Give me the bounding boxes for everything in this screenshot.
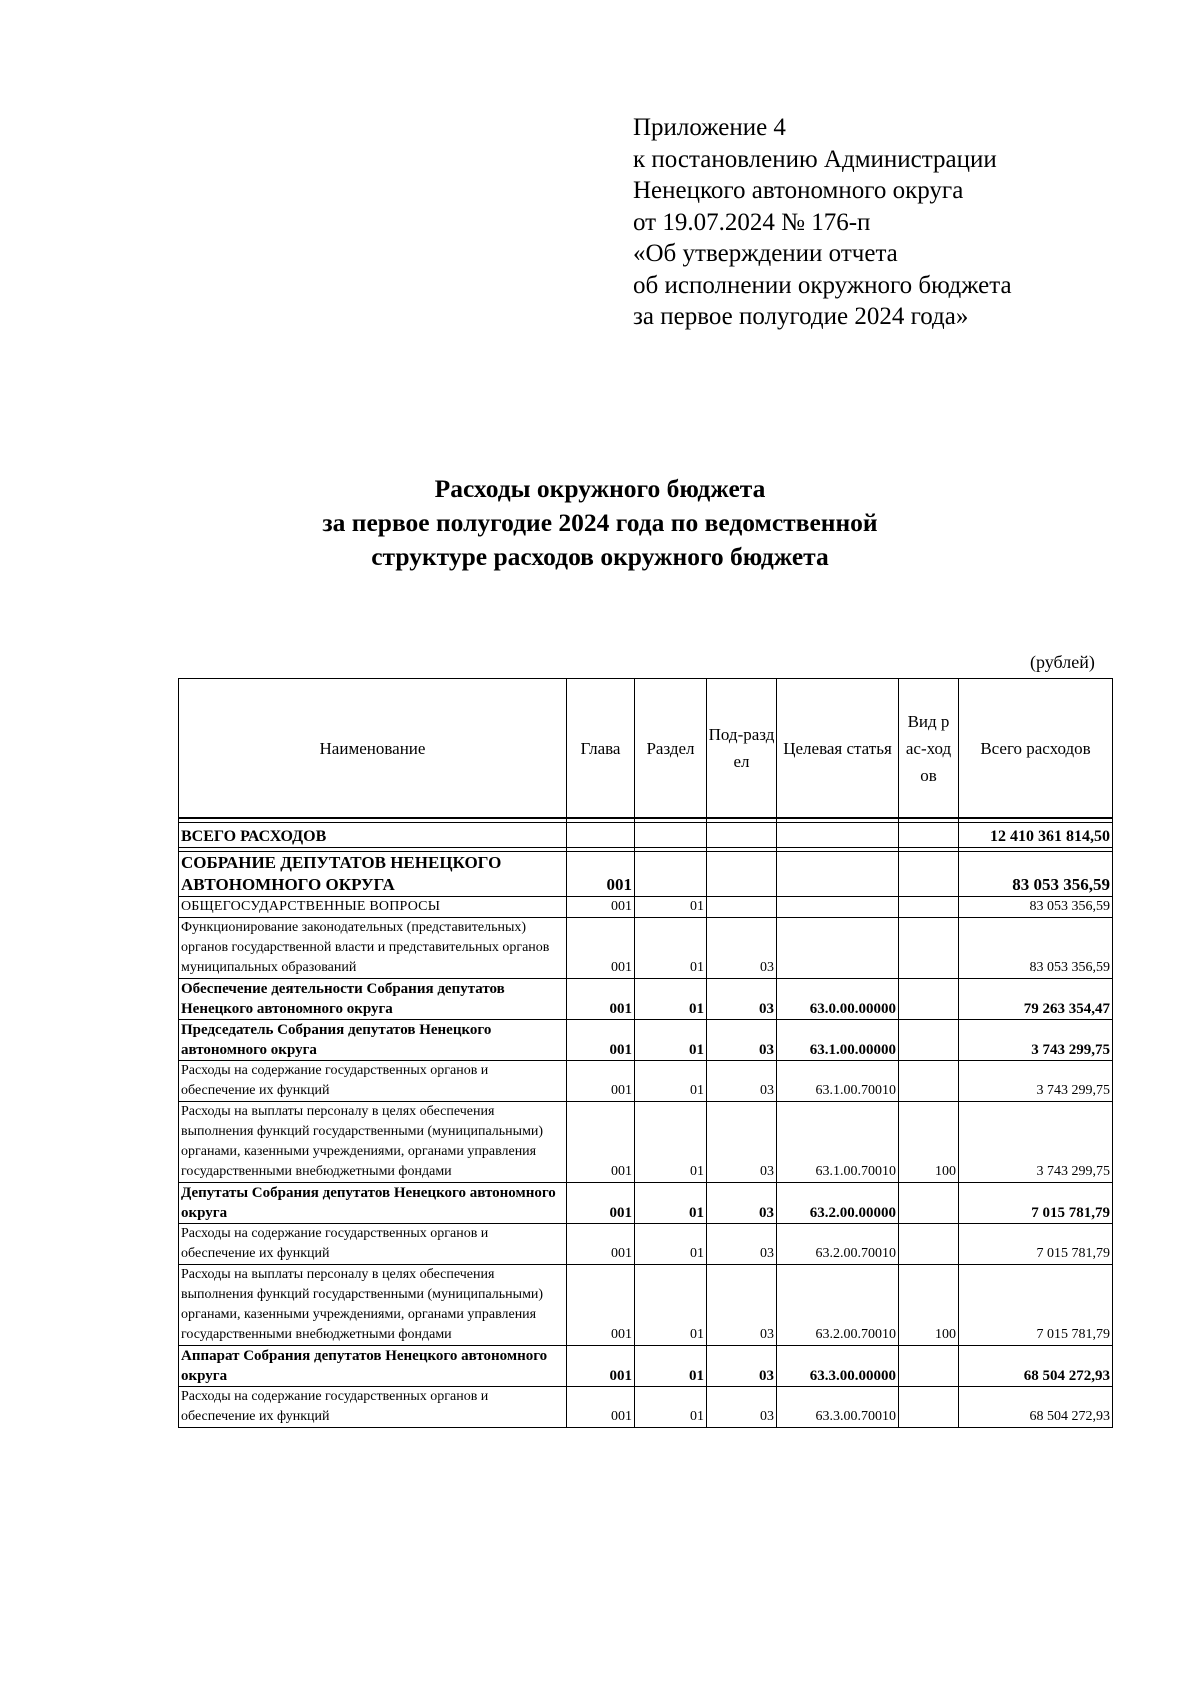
table-header-row [179,679,1113,819]
document-title [0,472,1200,574]
row-chapter: 001 [567,1020,635,1061]
row-section: 01 [635,1061,707,1102]
row-target: 63.1.00.70010 [777,1102,899,1183]
row-section: 01 [635,1102,707,1183]
row-total: 7 015 781,79 [959,1224,1113,1265]
header-exp-type: Вид рас-ходов [899,679,959,819]
row-subsection: 03 [707,918,777,979]
row-total: 83 053 356,59 [959,918,1113,979]
row-section: 01 [635,1224,707,1265]
row-subsection: 03 [707,1102,777,1183]
row-name: Расходы на содержание государственных органов и обеспечение их функций [179,1387,567,1428]
header-total: Всего расходов [959,679,1113,819]
appendix-header [633,112,1012,333]
appendix-line: об исполнении окружного бюджета [633,271,1012,299]
row-subsection: 03 [707,1265,777,1346]
row-exp-type [899,1183,959,1224]
table-row [179,1387,1113,1428]
row-chapter: 001 [567,1183,635,1224]
row-chapter: 001 [567,1265,635,1346]
title-line: Расходы окружного бюджета [434,474,766,503]
appendix-line: за первое полугодие 2024 года» [633,303,969,330]
row-chapter: 001 [567,918,635,979]
table-row [179,1265,1113,1346]
appendix-line: к постановлению Администрации [633,145,997,173]
row-name: СОБРАНИЕ ДЕПУТАТОВ НЕНЕЦКОГО АВТОНОМНОГО ОКРУГА [179,852,567,897]
row-section: 01 [635,1265,707,1346]
appendix-line: «Об утверждении отчета [633,240,898,267]
total-value: 12 410 361 814,50 [959,823,1113,848]
table-row [179,1020,1113,1061]
row-chapter: 001 [567,852,635,897]
row-name: Расходы на выплаты персоналу в целях обеспечения выполнения функций государственными (муниципальными) органами, казенными учреждениями, органами управления государственными внебюджетными фондами [179,1265,567,1346]
row-total: 7 015 781,79 [959,1265,1113,1346]
row-subsection: 03 [707,1061,777,1102]
row-total: 68 504 272,93 [959,1346,1113,1387]
row-subsection [707,852,777,897]
row-section: 01 [635,1346,707,1387]
row-exp-type [899,918,959,979]
row-exp-type [899,1224,959,1265]
table-row [179,897,1113,918]
header-chapter: Глава [567,679,635,819]
header-section: Раздел [635,679,707,819]
unit-label: (рублей) [1030,652,1095,672]
row-total: 83 053 356,59 [959,897,1113,918]
row-subsection: 03 [707,1387,777,1428]
table-row [179,1224,1113,1265]
row-target: 63.1.00.70010 [777,1061,899,1102]
row-name: Аппарат Собрания депутатов Ненецкого автономного округа [179,1346,567,1387]
row-exp-type: 100 [899,1102,959,1183]
row-exp-type [899,1061,959,1102]
expenditure-table [178,678,1113,1428]
row-subsection: 03 [707,1020,777,1061]
row-target [777,897,899,918]
row-name: ОБЩЕГОСУДАРСТВЕННЫЕ ВОПРОСЫ [179,897,567,918]
row-target: 63.3.00.70010 [777,1387,899,1428]
row-subsection: 03 [707,979,777,1020]
row-chapter: 001 [567,1102,635,1183]
row-exp-type [899,1387,959,1428]
row-exp-type [899,852,959,897]
row-target: 63.3.00.00000 [777,1346,899,1387]
row-section: 01 [635,1183,707,1224]
row-target: 63.1.00.00000 [777,1020,899,1061]
row-total: 3 743 299,75 [959,1102,1113,1183]
row-chapter: 001 [567,897,635,918]
row-target: 63.2.00.70010 [777,1265,899,1346]
row-section [635,852,707,897]
row-name: Расходы на выплаты персоналу в целях обеспечения выполнения функций государственными (муниципальными) органами, казенными учреждениями, органами управления государственными внебюджетными фондами [179,1102,567,1183]
row-chapter: 001 [567,1346,635,1387]
row-target [777,918,899,979]
row-exp-type: 100 [899,1265,959,1346]
row-chapter: 001 [567,1387,635,1428]
row-total: 3 743 299,75 [959,1061,1113,1102]
table-row [179,1346,1113,1387]
row-section: 01 [635,897,707,918]
row-subsection: 03 [707,1346,777,1387]
row-target [777,852,899,897]
row-total: 68 504 272,93 [959,1387,1113,1428]
title-line: за первое полугодие 2024 года по ведомственной [322,508,878,537]
header-subsection: Под-раздел [707,679,777,819]
row-name: Расходы на содержание государственных органов и обеспечение их функций [179,1224,567,1265]
row-section: 01 [635,1387,707,1428]
header-target: Целевая статья [777,679,899,819]
total-row [179,823,1113,848]
appendix-line: Ненецкого автономного округа [633,177,964,204]
row-total: 79 263 354,47 [959,979,1113,1020]
table-row [179,852,1113,897]
row-total: 83 053 356,59 [959,852,1113,897]
table-row [179,1061,1113,1102]
row-section: 01 [635,979,707,1020]
header-name: Наименование [179,679,567,819]
row-exp-type [899,979,959,1020]
row-name: Председатель Собрания депутатов Ненецкого автономного округа [179,1020,567,1061]
row-name: Обеспечение деятельности Собрания депутатов Ненецкого автономного округа [179,979,567,1020]
row-chapter: 001 [567,1224,635,1265]
row-chapter: 001 [567,1061,635,1102]
row-exp-type [899,1346,959,1387]
row-name: Расходы на содержание государственных органов и обеспечение их функций [179,1061,567,1102]
table-row [179,979,1113,1020]
row-target: 63.2.00.70010 [777,1224,899,1265]
title-line: структуре расходов окружного бюджета [371,542,829,571]
appendix-line: Приложение 4 [633,114,786,141]
row-name: Функционирование законодательных (представительных) органов государственной власти и представительных органов муниципальных образований [179,918,567,979]
row-subsection: 03 [707,1183,777,1224]
row-subsection [707,897,777,918]
row-total: 3 743 299,75 [959,1020,1113,1061]
table-row [179,1102,1113,1183]
row-exp-type [899,1020,959,1061]
row-name: Депутаты Собрания депутатов Ненецкого автономного округа [179,1183,567,1224]
row-target: 63.0.00.00000 [777,979,899,1020]
appendix-line: от 19.07.2024 № 176-п [633,208,871,236]
row-total: 7 015 781,79 [959,1183,1113,1224]
table-row [179,1183,1113,1224]
row-exp-type [899,897,959,918]
row-section: 01 [635,1020,707,1061]
row-chapter: 001 [567,979,635,1020]
total-name: ВСЕГО РАСХОДОВ [179,823,567,848]
row-subsection: 03 [707,1224,777,1265]
row-section: 01 [635,918,707,979]
row-target: 63.2.00.00000 [777,1183,899,1224]
table-row [179,918,1113,979]
